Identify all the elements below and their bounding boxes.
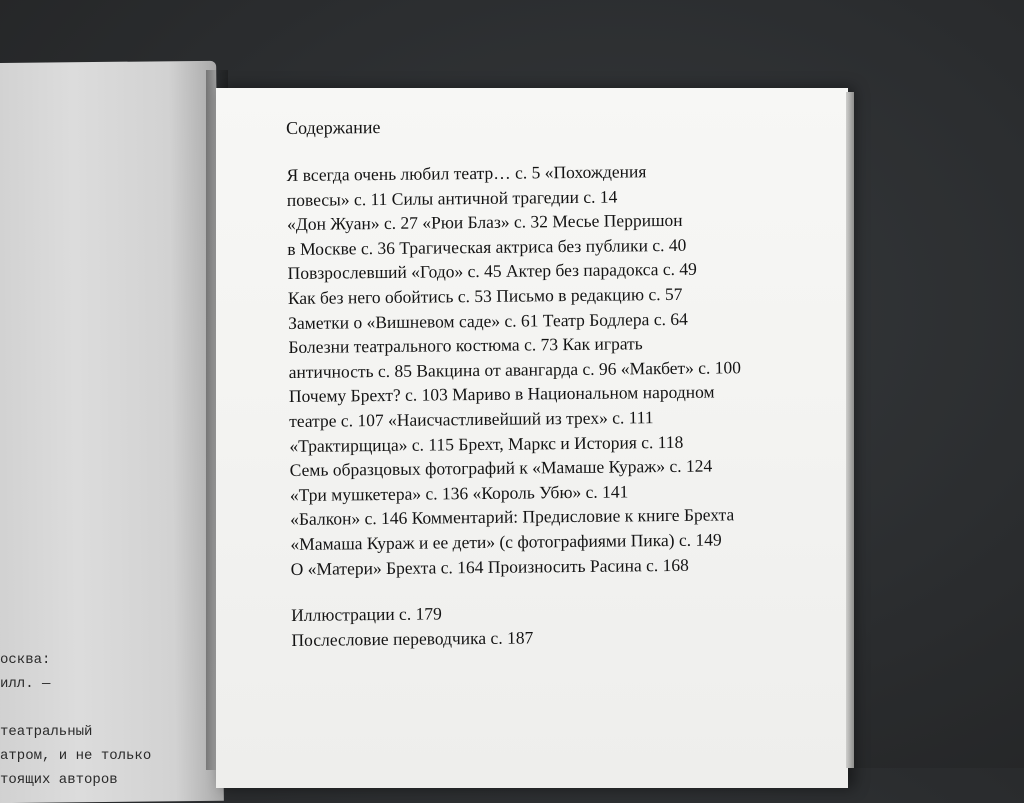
page-edge — [846, 92, 854, 768]
toc-line: в Москве с. 36 Трагическая актриса без публики с. 40 — [287, 234, 687, 259]
toc-line: «Три мушкетера» с. 136 «Король Убю» с. 141 — [289, 481, 629, 505]
toc-line: повесы» с. 11 Силы античной трагедии с. 14 — [286, 186, 618, 210]
toc-line: Я всегда очень любил театр… с. 5 «Похождения — [286, 161, 647, 185]
toc-line: Повзрослевший «Годо» с. 45 Актер без парадокса с. 49 — [287, 259, 697, 284]
toc-appendix-line: Послесловие переводчика с. 187 — [291, 627, 534, 650]
toc-line: Семь образцовых фотографий к «Мамаше Кураж» с. 124 — [289, 455, 713, 481]
left-line: театральный — [0, 724, 93, 740]
toc-appendix-line: Иллюстрации с. 179 — [291, 603, 442, 626]
table-of-contents — [286, 112, 832, 652]
left-line: тоящих авторов — [0, 772, 118, 788]
toc-line: «Балкон» с. 146 Комментарий: Предисловие к книге Брехта — [290, 504, 735, 530]
left-page-text — [0, 648, 230, 792]
toc-line: античность с. 85 Вакцина от авангарда с. 96 «Макбет» с. 100 — [288, 356, 742, 382]
left-line: осква: — [0, 652, 51, 668]
toc-line: «Мамаша Кураж и ее дети» (с фотографиями Пика) с. 149 — [290, 529, 722, 554]
left-line: атром, и не только — [0, 748, 152, 764]
left-line — [0, 696, 230, 720]
toc-line: «Дон Жуан» с. 27 «Рюи Блаз» с. 32 Месье Перришон — [287, 210, 683, 235]
toc-line: Заметки о «Вишневом саде» с. 61 Театр Бодлера с. 64 — [288, 308, 688, 333]
left-line: илл. — — [0, 676, 51, 692]
toc-line: О «Матери» Брехта с. 164 Произносить Расина с. 168 — [290, 554, 689, 579]
toc-title: Содержание — [286, 117, 381, 138]
toc-line: театре с. 107 «Наисчастливейший из трех» с. 111 — [289, 407, 654, 431]
toc-line: Как без него обойтись с. 53 Письмо в редакцию с. 57 — [287, 283, 683, 308]
toc-line: «Трактирщица» с. 115 Брехт, Маркс и История с. 118 — [289, 431, 684, 456]
toc-line: Почему Брехт? с. 103 Мариво в Национальном народном — [288, 381, 715, 407]
toc-line: Болезни театрального костюма с. 73 Как играть — [288, 333, 643, 358]
